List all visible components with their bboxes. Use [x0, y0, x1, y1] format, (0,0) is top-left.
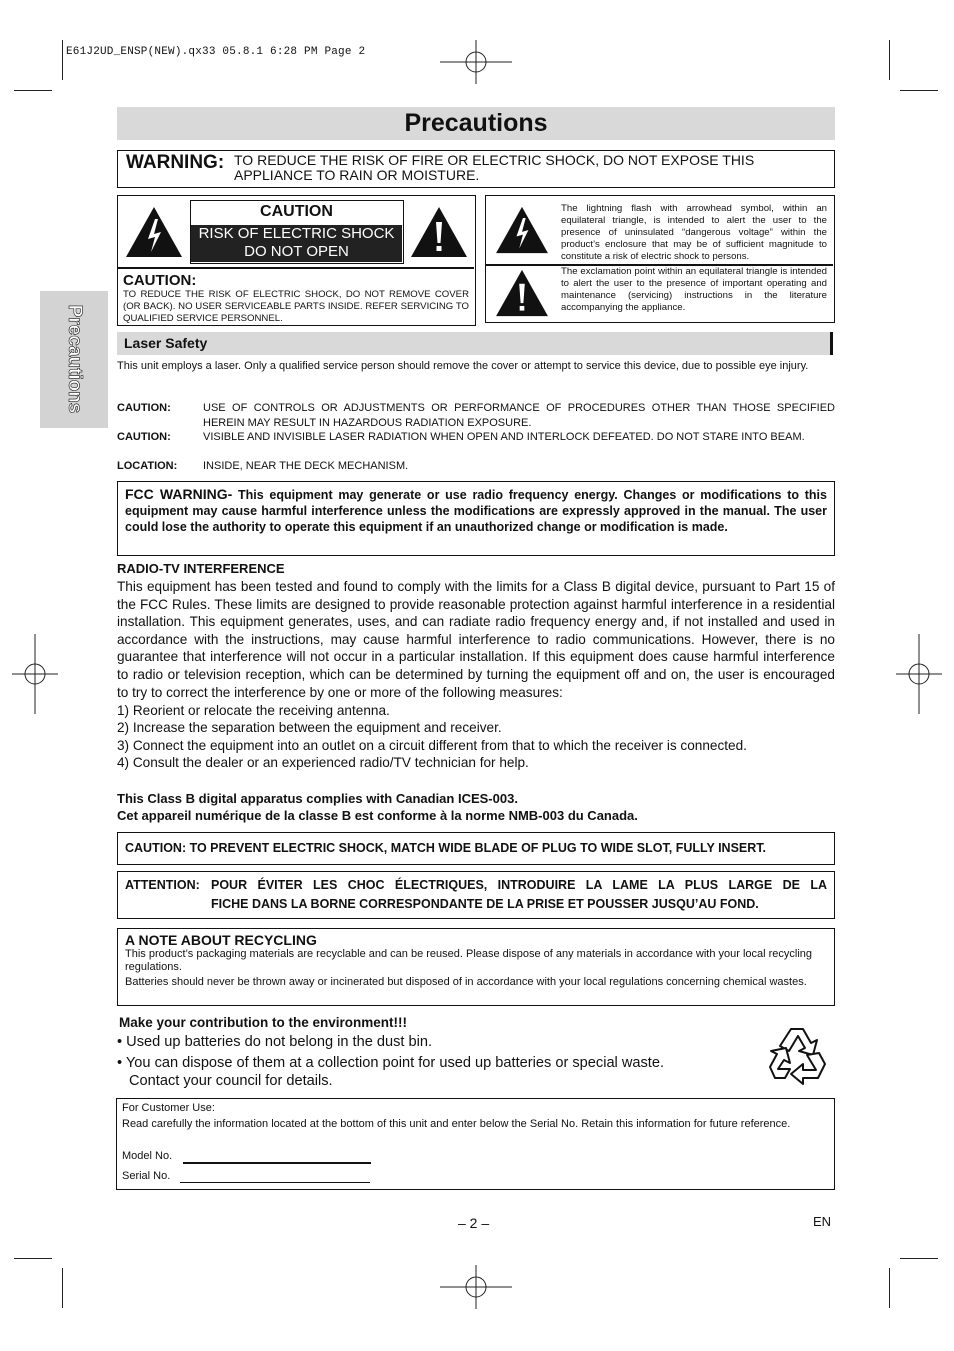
registration-mark-icon: [12, 634, 58, 714]
crop-mark: [889, 1268, 890, 1308]
customer-use-text: Read carefully the information located at the bottom of this unit and enter below the Serial No. Retain this information for future reference.: [122, 1118, 791, 1130]
model-number-label: Model No.: [122, 1150, 173, 1162]
registration-mark-icon: [440, 1265, 512, 1313]
laser-safety-heading: Laser Safety: [124, 335, 208, 351]
radio-tv-paragraph: This equipment has been tested and found to comply with the limits for a Class B digital device, pursuant to Part 15 of the FCC Rules. These limits are designed to provide reasonable protection against harmful interference in a residential installation. This equipment generates, uses, and can radiate radio frequency energy and, if not installed and used in accordance with the instructions, may cause harmful interference to radio communications. However, there is no guarantee that interference will not occur in a particular installation. If this equipment does cause harmful interference to radio or television reception, which can be determined by turning the equipment off and on, the user is encouraged to try to correct the interference by one or more of the following measures:: [117, 579, 835, 700]
radio-tv-item: 2) Increase the separation between the equipment and receiver.: [117, 720, 502, 735]
exclamation-triangle-icon: [409, 205, 469, 259]
serial-number-label: Serial No.: [122, 1170, 171, 1182]
fcc-warning-label: FCC WARNING-: [125, 486, 233, 502]
warning-text: TO REDUCE THE RISK OF FIRE OR ELECTRIC SHOCK, DO NOT EXPOSE THIS APPLIANCE TO RAIN OR MOISTURE.: [234, 152, 755, 183]
side-tab: [40, 291, 108, 428]
caution-panel: [117, 195, 476, 326]
customer-use-box: [116, 1098, 835, 1190]
warning-box: [117, 150, 835, 188]
plug-caution-box: [117, 832, 835, 865]
recycling-paragraph: This product’s packaging materials are recyclable and can be reused. Please dispose of any materials in accordance with your local recycling regulations.: [125, 948, 813, 973]
fcc-warning-box: [117, 481, 835, 556]
side-tab-label: Precautions: [64, 304, 85, 414]
laser-caution-row: [117, 430, 835, 459]
laser-row-value: USE OF CONTROLS OR ADJUSTMENTS OR PERFORMANCE OF PROCEDURES OTHER THAN THOSE SPECIFIED HEREIN MAY RESULT IN HAZARDOUS RADIATION EXPOSURE.: [203, 402, 835, 429]
laser-intro: This unit employs a laser. Only a qualified service person should remove the cover or attempt to service this device, due to possible eye injury.: [117, 360, 809, 372]
exclamation-triangle-icon: [494, 268, 550, 318]
lightning-triangle-icon: [494, 205, 550, 255]
lightning-triangle-icon: [124, 205, 184, 259]
model-number-field[interactable]: [183, 1162, 371, 1164]
caution-text: TO REDUCE THE RISK OF ELECTRIC SHOCK, DO NOT REMOVE COVER (OR BACK). NO USER SERVICEABLE PARTS INSIDE. REFER SERVICING TO QUALIFIED SERVICE PERSONNEL.: [123, 289, 469, 324]
crop-mark: [889, 40, 890, 80]
caution-label: CAUTION:: [123, 272, 197, 289]
crop-mark: [900, 90, 938, 91]
laser-location-row: [117, 459, 835, 474]
laser-row-value: VISIBLE AND INVISIBLE LASER RADIATION WHEN OPEN AND INTERLOCK DEFEATED. DO NOT STARE INTO BEAM.: [203, 431, 805, 443]
environment-heading: Make your contribution to the environment!!!: [119, 1015, 408, 1030]
fcc-warning-body: This equipment may generate or use radio frequency energy. Changes or modifications to this equipment may cause harmful interference unless the modifications are expressly approved in the manual. The user could lose the authority to operate this equipment if an unauthorized change or modification is made.: [125, 488, 827, 534]
attention-line2: FICHE DANS LA BORNE CORRESPONDANTE DE LA PRISE ET POUSSER JUSQU’AU FOND.: [211, 897, 759, 911]
recycle-icon: [767, 1021, 835, 1089]
crop-mark: [900, 1258, 938, 1259]
canada-compliance-en: This Class B digital apparatus complies with Canadian ICES-003.: [117, 791, 518, 806]
crop-mark: [14, 1258, 52, 1259]
file-slug: E61J2UD_ENSP(NEW).qx33 05.8.1 6:28 PM Page 2: [66, 46, 366, 58]
laser-row-key: LOCATION:: [117, 460, 178, 472]
recycling-paragraph: Batteries should never be thrown away or incinerated but disposed of in accordance with your local regulations concerning chemical wastes.: [125, 976, 807, 988]
environment-bullet: • Used up batteries do not belong in the dust bin.: [117, 1034, 433, 1050]
page-number: – 2 –: [458, 1215, 490, 1231]
lightning-explanation: The lightning flash with arrowhead symbol, within an equilateral triangle, is intended to alert the user to the presence of uninsulated “dangerous voltage” within the product’s enclosure that may be of sufficient magnitude to constitute a risk of electric shock to persons.: [561, 203, 827, 262]
crop-mark: [62, 1268, 63, 1308]
caution-sign-line1: RISK OF ELECTRIC SHOCK: [198, 225, 395, 242]
caution-sign-line2: DO NOT OPEN: [244, 243, 349, 260]
canada-compliance-fr: Cet appareil numérique de la classe B est conforme à la norme NMB-003 du Canada.: [117, 808, 638, 823]
page-title: Precautions: [404, 109, 548, 137]
environment-bullet: • You can dispose of them at a collection point for used up batteries or special waste.: [117, 1055, 665, 1071]
registration-mark-icon: [440, 40, 512, 88]
exclamation-explanation: The exclamation point within an equilateral triangle is intended to alert the user to the presence of important operating and maintenance (servicing) instructions in the literature accompanying the appliance.: [561, 266, 827, 313]
radio-tv-item: 1) Reorient or relocate the receiving antenna.: [117, 703, 390, 718]
laser-row-value: INSIDE, NEAR THE DECK MECHANISM.: [203, 460, 409, 472]
recycling-heading: A NOTE ABOUT RECYCLING: [125, 932, 317, 948]
laser-row-key: CAUTION:: [117, 402, 171, 414]
caution-sign: [190, 200, 404, 264]
caution-sign-band: [191, 225, 402, 262]
crop-mark: [62, 40, 63, 80]
registration-mark-icon: [896, 634, 942, 714]
caution-sign-title: CAUTION: [260, 203, 333, 220]
fcc-warning-text: [125, 486, 827, 535]
symbols-panel: [485, 195, 835, 323]
customer-use-heading: For Customer Use:: [122, 1102, 215, 1114]
laser-row-key: CAUTION:: [117, 431, 171, 443]
recycling-box: [117, 928, 835, 1006]
divider: [118, 267, 474, 269]
laser-caution-row: [117, 401, 835, 430]
warning-label: WARNING:: [126, 152, 225, 173]
radio-tv-item: 4) Consult the dealer or an experienced radio/TV technician for help.: [117, 755, 529, 770]
language-code: EN: [813, 1214, 832, 1229]
radio-tv-heading: RADIO-TV INTERFERENCE: [117, 561, 285, 576]
attention-box: [117, 871, 835, 919]
environment-bullet-cont: Contact your council for details.: [129, 1073, 333, 1089]
plug-caution-text: CAUTION: TO PREVENT ELECTRIC SHOCK, MATCH WIDE BLADE OF PLUG TO WIDE SLOT, FULLY INSERT.: [125, 841, 766, 855]
radio-tv-item: 3) Connect the equipment into an outlet on a circuit different from that to which the receiver is connected.: [117, 738, 747, 753]
serial-number-field[interactable]: [180, 1182, 370, 1183]
laser-safety-bar: [117, 332, 833, 355]
crop-mark: [14, 90, 52, 91]
attention-label: ATTENTION:: [125, 878, 200, 892]
page-title-bar: [117, 107, 835, 140]
attention-line1: POUR ÉVITER LES CHOC ÉLECTRIQUES, INTRODUIRE LA LAME LA PLUS LARGE DE LA: [211, 878, 827, 892]
